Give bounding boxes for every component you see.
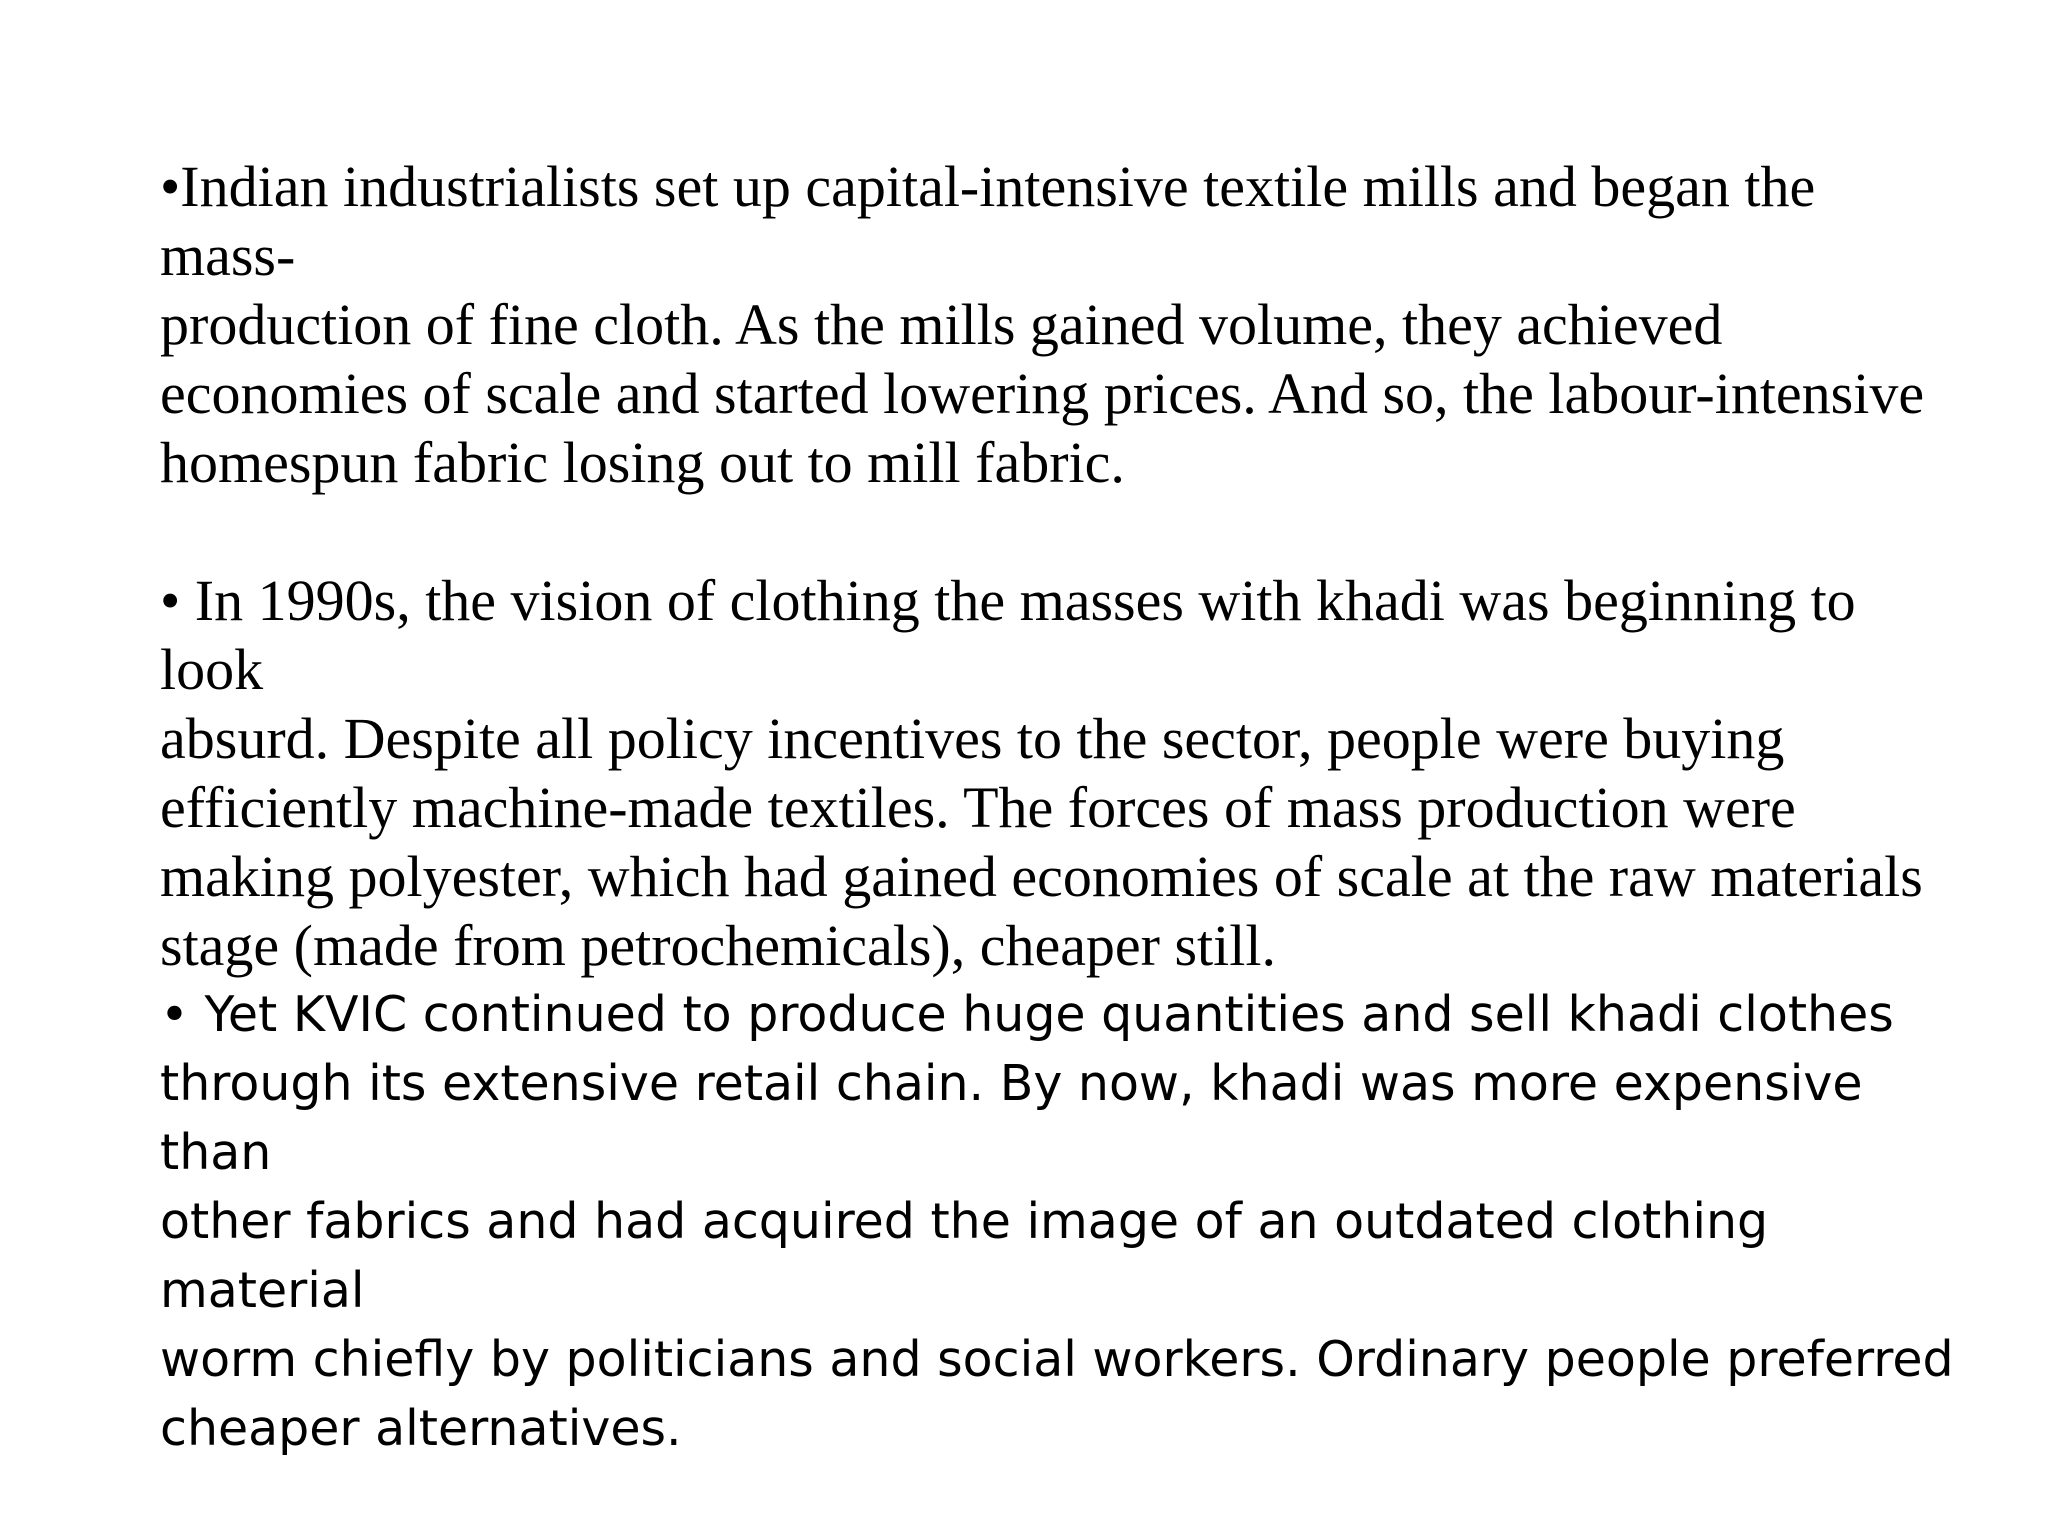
bullet-paragraph-kvic: • Yet KVIC continued to produce huge quantities and sell khadi clothes through its extensive retail chain. By now, khadi was more expensive than other fabrics and had acquired the image of an outdated clothing material worm chiefly by politicians and social workers. Ordinary people preferred cheaper alternatives.: [160, 986, 1954, 1457]
bullet-paragraph-mills: •Indian industrialists set up capital-intensive textile mills and began the mass- production of fine cloth. As the mills gained volume, they achieved economies of scale and started lowering prices. And so, the labour-intensive homespun fabric losing out to mill fabric.: [160, 154, 1925, 495]
bullet-paragraph-1990s: • In 1990s, the vision of clothing the masses with khadi was beginning to look absurd. Despite all policy incentives to the sector, people were buying efficiently machine-made textiles. The forces of mass production were making polyester, which had gained economies of scale at the raw materials stage (made from petrochemicals), cheaper still.: [160, 568, 1923, 978]
